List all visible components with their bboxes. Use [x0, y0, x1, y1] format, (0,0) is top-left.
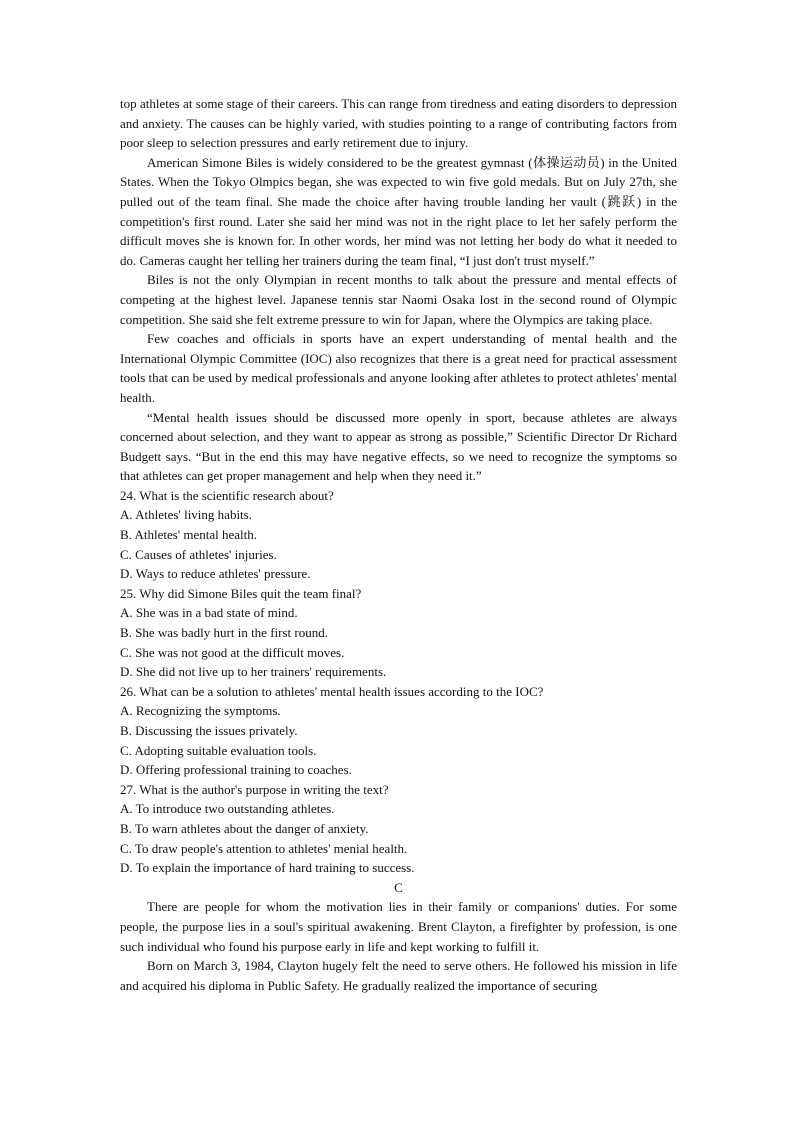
option-a: A. To introduce two outstanding athletes. — [120, 801, 335, 817]
option-d: D. Ways to reduce athletes' pressure. — [120, 566, 311, 582]
option-a: A. She was in a bad state of mind. — [120, 605, 298, 621]
option-b: B. She was badly hurt in the first round. — [120, 625, 328, 641]
passage-b-paragraph-4: Few coaches and officials in sports have an expert understanding of mental health and the International Olympic Committee (IOC) also recognizes that there is a great need for practical assessment tools that can be used by medical professionals and anyone looking after athletes to protect athletes' mental health. — [120, 331, 677, 405]
question-stem: 27. What is the author's purpose in writing the text? — [120, 781, 389, 797]
document-page — [120, 94, 677, 995]
option-b: B. To warn athletes about the danger of anxiety. — [120, 820, 369, 836]
question-24 — [120, 486, 677, 584]
question-26 — [120, 682, 677, 780]
passage-c-paragraph-2: Born on March 3, 1984, Clayton hugely felt the need to serve others. He followed his mission in life and acquired his diploma in Public Safety. He gradually realized the importance of securing — [120, 958, 677, 993]
option-c: C. Causes of athletes' injuries. — [120, 546, 277, 562]
passage-b-paragraph-2: American Simone Biles is widely considered to be the greatest gymnast (体操运动员) in the United States. When the Tokyo Olmpics began, she was expected to win five gold medals. But on July 27th, she pulled out of the team final. She made the choice after having trouble landing her vault (跳跃) in the competition's first round. Later she said her mind was not in the right place to let her safely perform the difficult moves she is known for. In other words, her mind was not letting her body do what it needed to do. Cameras caught her telling her trainers during the team final, “I just don't trust myself.” — [120, 154, 677, 268]
option-c: C. To draw people's attention to athletes' menial health. — [120, 840, 408, 856]
passage-b-paragraph-3: Biles is not the only Olympian in recent months to talk about the pressure and mental effects of competing at the highest level. Japanese tennis star Naomi Osaka lost in the second round of Olympic competition. She said she felt extreme pressure to win for Japan, where the Olympics are taking place. — [120, 272, 677, 327]
passage-c-paragraph-1: There are people for whom the motivation lies in their family or companions' duties. For some people, the purpose lies in a soul's spiritual awakening. Brent Clayton, a firefighter by profession, is one such individual who found his purpose early in life and kept working to fulfill it. — [120, 899, 677, 954]
option-a: A. Athletes' living habits. — [120, 507, 252, 523]
option-a: A. Recognizing the symptoms. — [120, 703, 281, 719]
option-b: B. Discussing the issues privately. — [120, 723, 298, 738]
question-27 — [120, 780, 677, 878]
passage-b-paragraph-5: “Mental health issues should be discussed more openly in sport, because athletes are always concerned about selection, and they want to appear as strong as possible,” Scientific Director Dr Richard Budgett says. “But in the end this may have negative effects, so we need to recognize the symptoms so that athletes can get proper management and help when they need it.” — [120, 409, 677, 484]
question-stem: 25. Why did Simone Biles quit the team final? — [120, 585, 362, 601]
option-b: B. Athletes' mental health. — [120, 527, 258, 543]
question-stem: 26. What can be a solution to athletes' mental health issues according to the IOC? — [120, 683, 544, 699]
question-stem: 24. What is the scientific research about? — [120, 487, 334, 503]
option-c: C. She was not good at the difficult moves. — [120, 644, 345, 660]
passage-c-heading: C — [394, 879, 403, 895]
option-d: D. She did not live up to her trainers' requirements. — [120, 664, 387, 680]
option-d: D. To explain the importance of hard training to success. — [120, 860, 415, 876]
option-d: D. Offering professional training to coaches. — [120, 762, 352, 778]
option-c: C. Adopting suitable evaluation tools. — [120, 742, 317, 758]
passage-b-paragraph-1: top athletes at some stage of their careers. This can range from tiredness and eating disorders to depression and anxiety. The causes can be highly varied, with studies pointing to a range of contributing factors from poor sleep to selection pressures and early retirement due to injury. — [120, 96, 677, 151]
question-25 — [120, 584, 677, 682]
